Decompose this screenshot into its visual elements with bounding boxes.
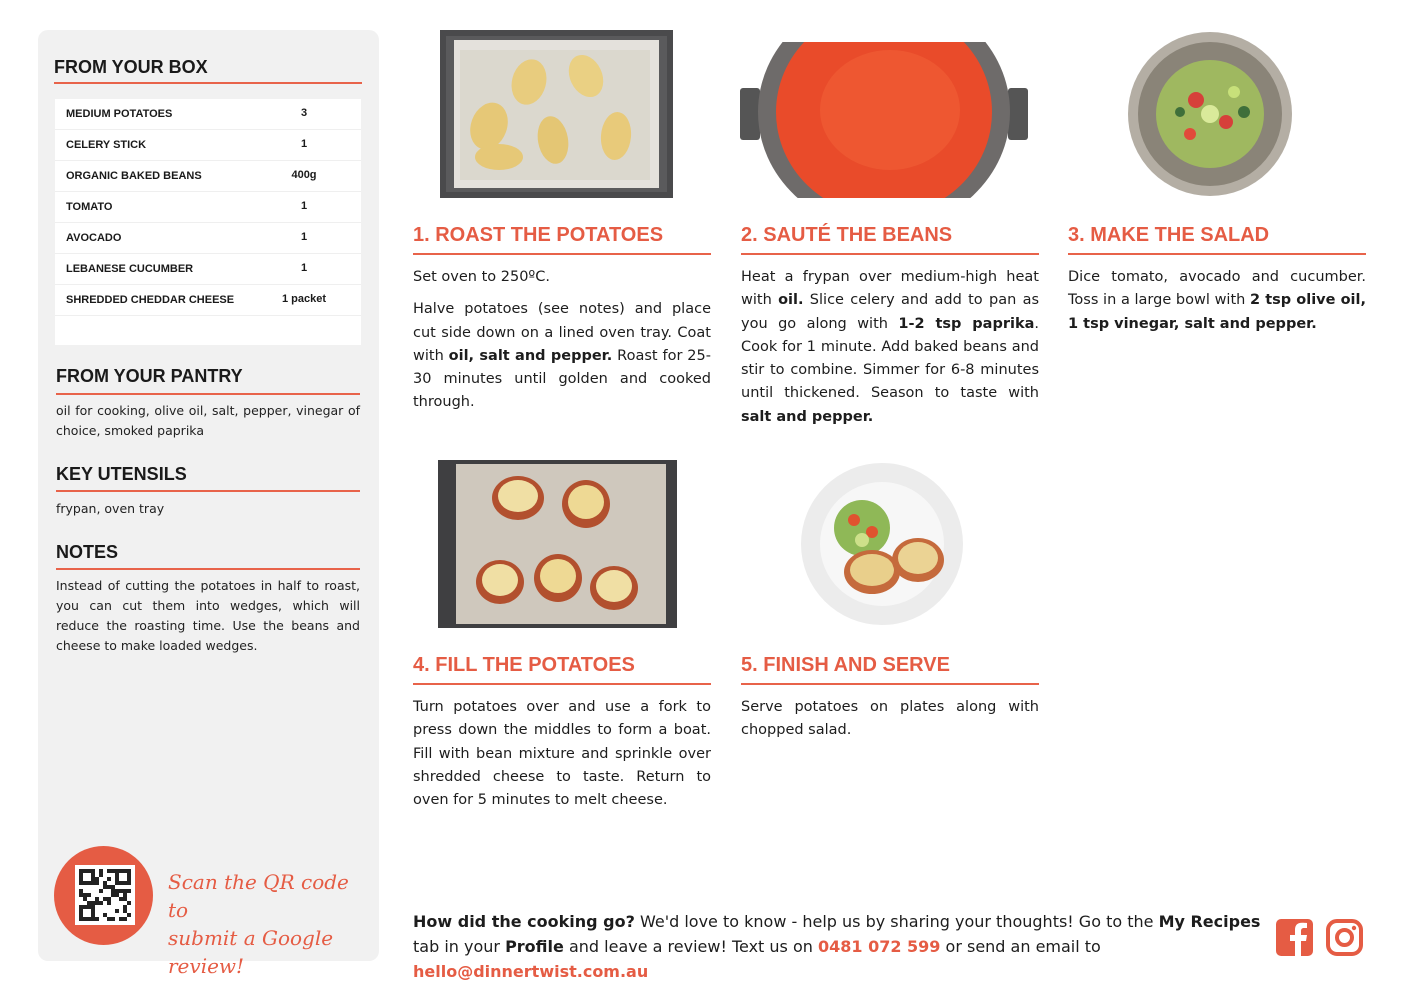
- bold-span: 2 tsp olive oil, 1 tsp vinegar, salt and pepper.: [1068, 292, 1366, 332]
- qr-caption: [168, 868, 368, 980]
- divider: [1068, 253, 1366, 255]
- from-your-box-title: FROM YOUR BOX: [54, 57, 208, 77]
- qr-caption-line2: submit a Google review!: [168, 926, 334, 978]
- qr-code[interactable]: [75, 865, 135, 925]
- text-span: Dice tomato, avocado and cucumber. Toss in a large bowl with: [1068, 269, 1366, 309]
- bold-span: oil.: [778, 292, 804, 309]
- ingredient-qty: 3: [300, 107, 308, 119]
- table-row: [55, 254, 361, 285]
- step-2-text: [741, 266, 1039, 429]
- text-span: We'd love to know - help us by sharing your thoughts! Go to the: [634, 912, 1159, 931]
- divider: [54, 82, 362, 84]
- text-span: tab in your: [413, 937, 506, 956]
- step-1-text: [413, 266, 711, 415]
- ingredient-qty: 400g: [291, 169, 317, 181]
- notes-title: NOTES: [56, 542, 119, 562]
- step-2-para: [741, 266, 1039, 429]
- ingredient-name: ORGANIC BAKED BEANS: [66, 170, 202, 182]
- ingredient-name: SHREDDED CHEDDAR CHEESE: [66, 294, 235, 306]
- table-row: [55, 99, 361, 130]
- ingredient-name: MEDIUM POTATOES: [66, 108, 173, 120]
- table-row-empty: [55, 316, 361, 345]
- text-span: Halve potatoes (see notes) and place cut side down on a lined oven tray. Coat with: [413, 301, 711, 364]
- divider: [413, 683, 711, 685]
- bold-span: oil, salt and pepper.: [448, 347, 613, 364]
- qr-module: [127, 917, 131, 921]
- table-row: [55, 161, 361, 192]
- ingredient-qty: 1: [300, 200, 308, 212]
- text-span: . Cook for 1 minute. Add baked beans and stir to combine. Simmer for 6-8 minutes until thickened. Season to taste with: [741, 315, 1039, 402]
- email-link[interactable]: hello@dinnertwist.com.au: [413, 962, 649, 981]
- divider: [413, 253, 711, 255]
- ingredient-qty: 1: [300, 231, 308, 243]
- step-1-para-2: [413, 298, 711, 414]
- phone-link[interactable]: 0481 072 599: [817, 937, 941, 956]
- plated-dish-photo: [800, 462, 964, 626]
- step-1-title: 1. ROAST THE POTATOES: [413, 224, 664, 246]
- pantry-title: FROM YOUR PANTRY: [56, 366, 243, 386]
- instagram-icon[interactable]: [1326, 919, 1363, 956]
- notes-text: Instead of cutting the potatoes in half to roast, you can cut them into wedges, which will reduce the roasting time. Use the beans and cheese to make loaded wedges.: [56, 578, 360, 653]
- ingredient-name: AVOCADO: [66, 232, 122, 244]
- ingredient-qty: 1: [300, 262, 308, 274]
- footer-question: How did the cooking go?: [413, 912, 635, 931]
- ingredient-qty: 1: [300, 138, 308, 150]
- text-span: Roast for 25-30 minutes until golden and cooked through.: [413, 347, 711, 411]
- step-3-title: 3. MAKE THE SALAD: [1068, 224, 1270, 246]
- facebook-icon[interactable]: [1276, 919, 1313, 956]
- text-span: Heat a frypan over medium-high heat with: [741, 269, 1039, 309]
- ingredient-name: LEBANESE CUCUMBER: [66, 263, 194, 275]
- text-span: or send an email to: [940, 937, 1101, 956]
- qr-code-badge[interactable]: [54, 846, 153, 945]
- step-3-para: [1068, 266, 1366, 336]
- table-row: [55, 192, 361, 223]
- divider: [741, 253, 1039, 255]
- ingredient-name: CELERY STICK: [66, 139, 147, 151]
- ingredient-qty: 1 packet: [281, 293, 327, 305]
- bold-span: 1-2 tsp paprika: [898, 315, 1035, 332]
- saute-beans-photo: [740, 30, 1030, 198]
- filled-potatoes-photo: [438, 460, 677, 628]
- ingredient-name: TOMATO: [66, 201, 113, 213]
- table-row: [55, 223, 361, 254]
- step-1-para-1: Set oven to 250ºC.: [413, 269, 550, 285]
- divider: [56, 568, 360, 570]
- pantry-text: oil for cooking, olive oil, salt, pepper, vinegar of choice, smoked paprika: [56, 403, 360, 438]
- step-4-title: 4. FILL THE POTATOES: [413, 654, 635, 676]
- utensils-text: frypan, oven tray: [56, 501, 165, 516]
- step-4-text: Turn potatoes over and use a fork to press down the middles to form a boat. Fill with bean mixture and sprinkle over shredded cheese to taste. Return to oven for 5 minutes to melt cheese.: [413, 699, 711, 809]
- table-row: [55, 285, 361, 316]
- qr-caption-line1: Scan the QR code to: [168, 870, 349, 922]
- roast-potatoes-photo: [440, 30, 673, 198]
- step-5-title: 5. FINISH AND SERVE: [741, 654, 950, 676]
- step-2-title: 2. SAUTÉ THE BEANS: [741, 224, 953, 246]
- salad-bowl-photo: [1126, 30, 1294, 198]
- qr-code-pattern: [79, 869, 131, 921]
- text-span: Slice celery and add to pan as you go along with: [741, 292, 1040, 332]
- profile-link[interactable]: Profile: [505, 937, 564, 956]
- ingredients-table: [55, 99, 361, 345]
- divider: [741, 683, 1039, 685]
- table-row: [55, 130, 361, 161]
- text-span: and leave a review! Text us on: [563, 937, 818, 956]
- utensils-title: KEY UTENSILS: [56, 464, 187, 484]
- bold-span: salt and pepper.: [741, 408, 874, 425]
- my-recipes-link[interactable]: My Recipes: [1158, 912, 1261, 931]
- step-5-text: Serve potatoes on plates along with chopped salad.: [741, 699, 1039, 739]
- divider: [56, 490, 360, 492]
- divider: [56, 393, 360, 395]
- feedback-footer: [413, 909, 1263, 984]
- ingredients-sidebar: [38, 30, 379, 978]
- step-3-text: [1068, 266, 1366, 336]
